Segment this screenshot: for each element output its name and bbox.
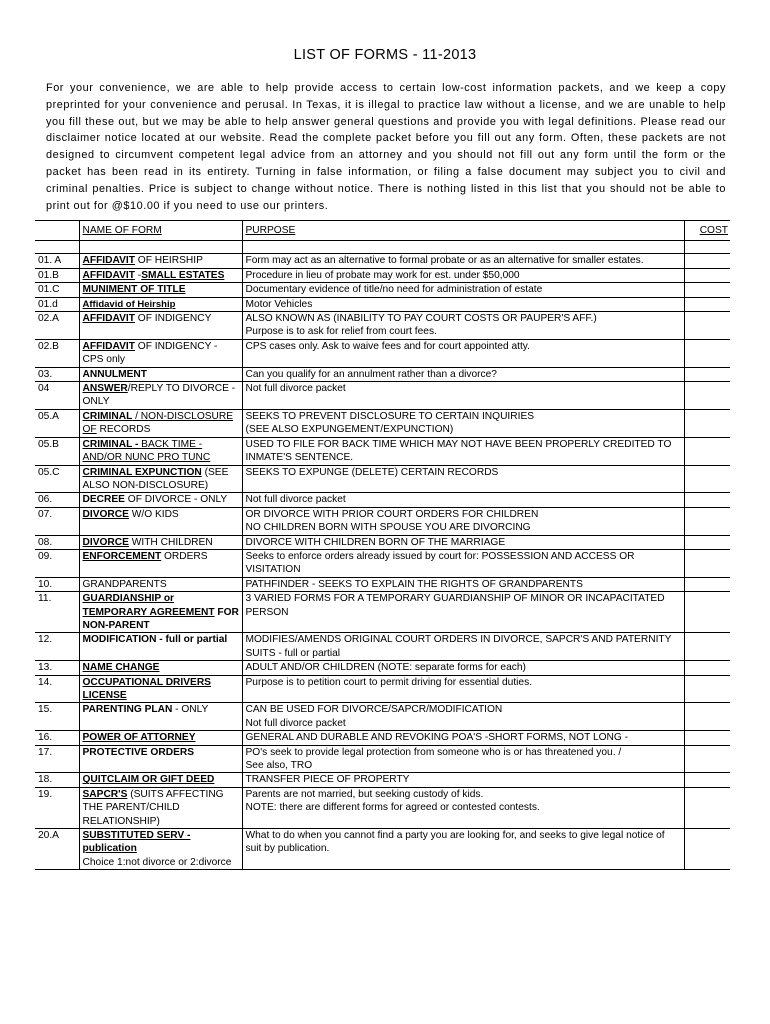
purpose-line: See also, TRO (245, 760, 313, 772)
form-number: 12. (35, 633, 79, 661)
form-name-part: ENFORCEMENT (82, 550, 162, 562)
table-row (35, 283, 730, 297)
form-purpose (242, 773, 684, 787)
form-number: 17. (35, 745, 79, 773)
form-name-part: AFFIDAVIT (82, 340, 135, 352)
form-name (79, 507, 242, 535)
table-row (35, 675, 730, 703)
purpose-line: Can you qualify for an annulment rather than a divorce? (245, 368, 497, 380)
form-purpose (242, 675, 684, 703)
form-name-part: /REPLY TO DIVORCE - ONLY (82, 383, 236, 408)
form-name-part: OF DIVORCE - ONLY (124, 494, 228, 506)
purpose-line: Seeks to enforce orders already issued by court for: POSSESSION AND ACCESS OR VISITATION (245, 550, 635, 576)
form-name (79, 577, 242, 591)
form-name-part: OF INDIGENCY - CPS only (82, 340, 218, 366)
form-cost (684, 829, 730, 870)
form-cost (684, 731, 730, 745)
form-number: 07. (35, 507, 79, 535)
form-name-part: AFFIDAVIT (82, 255, 135, 267)
purpose-line: OR DIVORCE WITH PRIOR COURT ORDERS FOR CHILDREN (245, 508, 539, 520)
form-name (79, 283, 242, 297)
form-number: 01.d (35, 297, 79, 311)
purpose-line: ALSO KNOWN AS (INABILITY TO PAY COURT COSTS OR PAUPER'S AFF.) (245, 313, 597, 325)
form-name (79, 312, 242, 340)
form-name-part: ORDERS (161, 550, 208, 562)
form-purpose (242, 493, 684, 507)
form-purpose (242, 787, 684, 828)
table-row (35, 339, 730, 367)
form-name (79, 382, 242, 410)
purpose-line: ADULT AND/OR CHILDREN (NOTE: separate forms for each) (245, 662, 526, 674)
table-row (35, 367, 730, 381)
purpose-line: Not full divorce packet (245, 494, 346, 506)
form-name-part: SAPCR'S (82, 788, 128, 800)
purpose-line: Not full divorce packet (245, 383, 346, 395)
table-row (35, 382, 730, 410)
form-purpose (242, 339, 684, 367)
form-purpose (242, 507, 684, 535)
form-name-part: / NON-DISCLOSURE OF (82, 410, 234, 436)
purpose-line: Motor Vehicles (245, 298, 313, 310)
form-name-part: RECORDS (96, 424, 151, 436)
table-row (35, 829, 730, 870)
form-cost (684, 592, 730, 633)
form-name (79, 703, 242, 731)
form-name (79, 367, 242, 381)
form-number: 08. (35, 535, 79, 549)
purpose-line: SEEKS TO EXPUNGE (DELETE) CERTAIN RECORDS (245, 466, 499, 478)
form-cost (684, 297, 730, 311)
purpose-line: NOTE: there are different forms for agreed or contested contests. (245, 802, 540, 814)
purpose-line: CAN BE USED FOR DIVORCE/SAPCR/MODIFICATION (245, 704, 503, 716)
purpose-line: PO's seek to provide legal protection from someone who is or has threatened you. / (245, 746, 622, 758)
form-name (79, 297, 242, 311)
form-purpose (242, 703, 684, 731)
form-cost (684, 633, 730, 661)
form-cost (684, 787, 730, 828)
form-name-part: OCCUPATIONAL DRIVERS LICENSE (82, 676, 211, 701)
form-number: 10. (35, 577, 79, 591)
form-name-part: GRANDPARENTS (82, 578, 167, 590)
table-row (35, 297, 730, 311)
page-title: LIST OF FORMS - 11-2013 (293, 47, 477, 63)
purpose-line: SEEKS TO PREVENT DISCLOSURE TO CERTAIN INQUIRIES (245, 410, 535, 422)
table-row (35, 465, 730, 493)
purpose-line: Not full divorce packet (245, 717, 346, 729)
form-name (79, 549, 242, 577)
form-cost (684, 437, 730, 465)
table-row (35, 535, 730, 549)
form-cost (684, 283, 730, 297)
form-purpose (242, 367, 684, 381)
form-name (79, 339, 242, 367)
form-purpose (242, 409, 684, 437)
form-number: 05.C (35, 465, 79, 493)
form-cost (684, 493, 730, 507)
form-name-part: CRIMINAL - (82, 438, 142, 450)
form-cost (684, 549, 730, 577)
form-name-part: SMALL ESTATES (141, 269, 225, 281)
form-purpose (242, 577, 684, 591)
form-cost (684, 745, 730, 773)
form-name (79, 409, 242, 437)
form-purpose (242, 535, 684, 549)
form-name-part: - full or partial (156, 634, 228, 646)
form-purpose (242, 465, 684, 493)
form-name (79, 535, 242, 549)
purpose-line: Purpose is to petition court to permit driving for essential duties. (245, 676, 533, 688)
header-purpose: PURPOSE (242, 221, 684, 241)
form-purpose (242, 268, 684, 282)
table-row (35, 437, 730, 465)
purpose-line: USED TO FILE FOR BACK TIME WHICH MAY NOT HAVE BEEN PROPERLY CREDITED TO INMATE'S SENTENCE. (245, 438, 672, 464)
form-name-part: MODIFICATION (82, 634, 157, 646)
table-row (35, 661, 730, 675)
table-row (35, 633, 730, 661)
form-number: 02.A (35, 312, 79, 340)
form-name (79, 437, 242, 465)
form-name-part: AFFIDAVIT (82, 269, 135, 281)
form-name (79, 465, 242, 493)
table-row (35, 493, 730, 507)
intro-paragraph: For your convenience, we are able to help provide access to certain low-cost information packets, and we keep a copy preprinted for your convenience and perusal. In Texas, it is illegal to practice law without a license, and we are unable to help you fill these out, but we may be able to help answer general questions and provide you with legal definitions. Please read our disclaimer notice located at our website. Read the complete packet before you fill out any form. Often, these packets are not designed to circumvent competent legal advice from an attorney and you should not fill out any form until the form or the packet has been read in its entirety. Turning in false information, or filing a false document may subject you to civil and criminal penalties. Price is subject to change without notice. There is nothing listed in this list that you should not be able to print out for @$10.00 if you need to use our printers. (46, 82, 726, 212)
form-cost (684, 661, 730, 675)
form-purpose (242, 592, 684, 633)
form-name-part: SUBSTITUTED SERV - publication (82, 830, 191, 855)
table-header-row (35, 221, 730, 241)
blank-row (35, 241, 730, 254)
purpose-line: GENERAL AND DURABLE AND REVOKING POA'S -SHORT FORMS, NOT LONG - (245, 732, 629, 744)
form-purpose (242, 283, 684, 297)
form-number: 06. (35, 493, 79, 507)
table-row (35, 773, 730, 787)
form-name-part: ANSWER (82, 383, 128, 395)
form-cost (684, 382, 730, 410)
forms-table (35, 220, 730, 870)
purpose-line: CPS cases only. Ask to waive fees and for court appointed atty. (245, 340, 530, 352)
form-name-part: GUARDIANSHIP or TEMPORARY AGREEMENT (82, 593, 215, 618)
form-name (79, 675, 242, 703)
form-name-part: DIVORCE (82, 508, 129, 520)
form-name-part: MUNIMENT OF TITLE (82, 284, 186, 296)
form-name-part: Choice 1:not divorce or 2:divorce (82, 856, 232, 868)
form-name-part: AFFIDAVIT (82, 313, 135, 325)
purpose-line: (SEE ALSO EXPUNGEMENT/EXPUNCTION) (245, 424, 454, 436)
form-name (79, 773, 242, 787)
form-name (79, 829, 242, 870)
form-number: 11. (35, 592, 79, 633)
form-name (79, 268, 242, 282)
table-row (35, 731, 730, 745)
header-name: NAME OF FORM (79, 221, 242, 241)
form-purpose (242, 745, 684, 773)
form-number: 01. A (35, 254, 79, 268)
form-purpose (242, 382, 684, 410)
purpose-line: TRANSFER PIECE OF PROPERTY (245, 774, 410, 786)
form-number: 05.A (35, 409, 79, 437)
table-row (35, 703, 730, 731)
form-cost (684, 703, 730, 731)
form-cost (684, 675, 730, 703)
form-purpose (242, 549, 684, 577)
form-name-part: (SEE ALSO NON-DISCLOSURE) (82, 466, 229, 491)
form-name-part: BACK TIME - AND/OR NUNC PRO TUNC (82, 438, 211, 464)
form-cost (684, 535, 730, 549)
table-row (35, 507, 730, 535)
purpose-line: Form may act as an alternative to formal probate or as an alternative for smaller estates. (245, 255, 644, 267)
form-name-part: DECREE (82, 494, 125, 506)
form-name-part: PARENTING PLAN (82, 704, 173, 716)
form-purpose (242, 312, 684, 340)
purpose-line: Purpose is to ask for relief from court fees. (245, 326, 437, 338)
form-purpose (242, 829, 684, 870)
form-name-part: QUITCLAIM OR GIFT DEED (82, 774, 215, 786)
form-number: 04 (35, 382, 79, 410)
form-name-part: - (134, 269, 142, 281)
form-name (79, 633, 242, 661)
form-purpose (242, 297, 684, 311)
purpose-line: MODIFIES/AMENDS ORIGINAL COURT ORDERS IN DIVORCE, SAPCR'S AND PATERNITY SUITS - full or partial (245, 634, 672, 659)
form-name-part: NAME CHANGE (82, 662, 160, 674)
table-row (35, 787, 730, 828)
form-number: 18. (35, 773, 79, 787)
purpose-line: Procedure in lieu of probate may work for est. under $50,000 (245, 269, 520, 281)
form-name (79, 493, 242, 507)
form-cost (684, 773, 730, 787)
form-number: 02.B (35, 339, 79, 367)
form-number: 16. (35, 731, 79, 745)
form-name-part: (SUITS AFFECTING THE PARENT/CHILD RELATIONSHIP) (82, 788, 224, 827)
form-name-part: OF HEIRSHIP (134, 255, 203, 267)
form-cost (684, 312, 730, 340)
form-purpose (242, 254, 684, 268)
form-number: 01.B (35, 268, 79, 282)
form-number: 14. (35, 675, 79, 703)
form-name (79, 731, 242, 745)
table-row (35, 312, 730, 340)
header-number (35, 221, 79, 241)
form-name (79, 661, 242, 675)
form-number: 15. (35, 703, 79, 731)
form-name-part: DIVORCE (82, 536, 129, 548)
form-name-part: FOR NON-PARENT (82, 606, 239, 631)
form-cost (684, 367, 730, 381)
table-row (35, 254, 730, 268)
table-row (35, 549, 730, 577)
form-name-part: POWER OF ATTORNEY (82, 732, 196, 744)
form-cost (684, 254, 730, 268)
form-purpose (242, 731, 684, 745)
form-name (79, 745, 242, 773)
form-name (79, 254, 242, 268)
form-cost (684, 339, 730, 367)
purpose-line: NO CHILDREN BORN WITH SPOUSE YOU ARE DIVORCING (245, 522, 531, 534)
form-name-part: WITH CHILDREN (128, 536, 213, 548)
purpose-line: Documentary evidence of title/no need for administration of estate (245, 284, 543, 296)
table-row (35, 409, 730, 437)
form-cost (684, 465, 730, 493)
form-cost (684, 507, 730, 535)
form-number: 05.B (35, 437, 79, 465)
form-name-part: - ONLY (172, 704, 209, 716)
table-row (35, 592, 730, 633)
form-purpose (242, 633, 684, 661)
form-name (79, 592, 242, 633)
form-cost (684, 577, 730, 591)
table-row (35, 577, 730, 591)
purpose-line: Parents are not married, but seeking custody of kids. (245, 788, 484, 800)
header-cost: COST (684, 221, 730, 241)
form-name-part: Affidavid of Heirship (82, 298, 176, 310)
form-number: 19. (35, 787, 79, 828)
form-name-part: ANNULMENT (82, 368, 148, 380)
form-name-part: W/O KIDS (128, 508, 179, 520)
form-name-part: CRIMINAL EXPUNCTION (82, 466, 202, 478)
form-number: 13. (35, 661, 79, 675)
form-name-part: PROTECTIVE ORDERS (82, 746, 195, 758)
form-number: 09. (35, 549, 79, 577)
form-purpose (242, 661, 684, 675)
form-name (79, 787, 242, 828)
form-cost (684, 409, 730, 437)
purpose-line: What to do when you cannot find a party you are looking for, and seeks to give legal notice of suit by publication. (245, 830, 665, 855)
form-purpose (242, 437, 684, 465)
form-number: 01.C (35, 283, 79, 297)
purpose-line: DIVORCE WITH CHILDREN BORN OF THE MARRIAGE (245, 536, 506, 548)
form-name-part: CRIMINAL (82, 410, 133, 422)
purpose-line: 3 VARIED FORMS FOR A TEMPORARY GUARDIANSHIP OF MINOR OR INCAPACITATED PERSON (245, 593, 665, 618)
table-row (35, 745, 730, 773)
table-row (35, 268, 730, 282)
form-name-part: OF INDIGENCY (134, 313, 212, 325)
form-number: 20.A (35, 829, 79, 870)
form-number: 03. (35, 367, 79, 381)
form-cost (684, 268, 730, 282)
purpose-line: PATHFINDER - SEEKS TO EXPLAIN THE RIGHTS OF GRANDPARENTS (245, 578, 583, 590)
